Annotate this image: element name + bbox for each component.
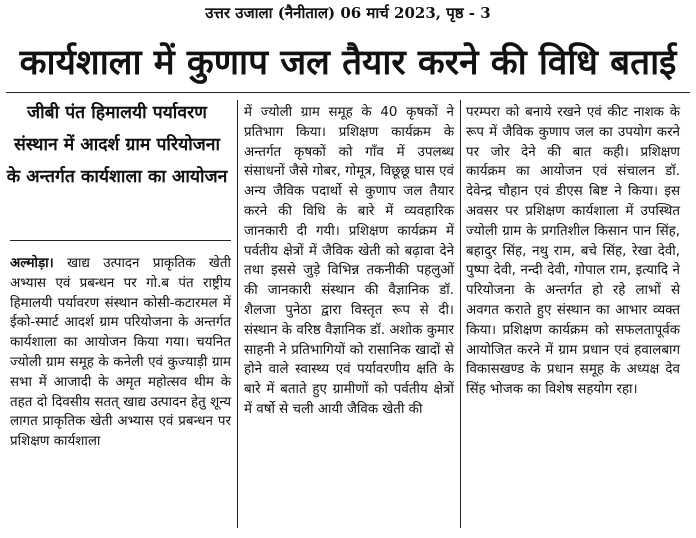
rule-top [6, 92, 690, 93]
subhead: जीबी पंत हिमालयी पर्यावरण संस्थान में आदर्श ग्राम परियोजना के अन्तर्गत कार्यशाला का आयोजन [6, 103, 228, 187]
masthead-paper: उत्तर उजाला (नैनीताल) [205, 4, 336, 22]
article-column-2 [244, 103, 454, 420]
dateline: अल्मोड़ा। [10, 256, 54, 271]
column-divider-2 [460, 100, 461, 528]
masthead [0, 2, 696, 24]
article-text-col1: खाद्य उत्पादन प्राकृतिक खेती अभ्यास एवं प्रबन्धन पर गो.ब पंत राष्ट्रीय हिमालयी पर्यावरण संस्थान कोसी-कटारमल में ईको-स्मार्ट आदर्श ग्राम परियोजना के अन्तर्गत कार्यशाला का आयोजन किया गया। चयनित ज्योली ग्राम समूह के कनेली एवं कुज्याड़ी ग्राम सभा में आजादी के अमृत महोत्सव थीम के तहत दो दिवसीय सतत् खाद्य उत्पादन हेतु शून्य लागत प्राकृतिक खेती अभ्यास एवं प्रबन्धन पर प्रशिक्षण कार्यशाला [10, 256, 231, 450]
headline: कार्यशाला में कुणाप जल तैयार करने की विधि बताई [19, 43, 677, 83]
article-text-col3: परम्परा को बनाये रखने एवं कीट नाशक के रूप में जैविक कुणाप जल का उपयोग करने पर जोर देने की बात कही। प्रशिक्षण कार्यक्रम का आयोजन एवं संचालन डॉ. देवेन्द्र चौहान एवं डीएस बिष्ट ने किया। इस अवसर पर प्रशिक्षण कार्यशाला में उपस्थित ज्योली ग्राम के प्रगतिशील किसान पान सिंह, बहादुर सिंह, नथु राम, बचे सिंह, रेखा देवी, पुष्पा देवी, नन्दी देवी, गोपाल राम, इत्यादि ने परियोजना के अन्तर्गत हो रहे लाभों से अवगत कराते हुए संस्थान का आभार व्यक्त किया। प्रशिक्षण कार्यक्रम को सफलतापूर्वक आयोजित करने में ग्राम प्रधान एवं हवालबाग विकासखण्ड के प्रधान समूह के अध्यक्ष देव सिंह भोजक का विशेष सहयोग रहा। [466, 105, 680, 398]
rule-subhead-bottom [10, 240, 231, 241]
masthead-page: पृष्ठ - 3 [446, 4, 491, 22]
masthead-date: 06 मार्च 2023, [340, 4, 441, 22]
article-column-3 [466, 103, 680, 400]
article-text-col2: में ज्योली ग्राम समूह के 40 कृषकों ने प्रतिभाग किया। प्रशिक्षण कार्यक्रम के अन्तर्गत कृषकों को गाँव में उपलब्ध संसाधनों जैसे गोबर, गोमूत्र, विछूछू घास एवं अन्य जैविक पदार्थो से कुणाप जल तैयार करने की विधि के बारे में व्यवहारिक जानकारी दी गयी। प्रशिक्षण कार्यक्रम में पर्वतीय क्षेत्रों में जैविक खेती को बढ़ावा देने तथा इससे जुड़े विभिन्न तकनीकी पहलुओं की जानकारी संस्थान की वैज्ञानिक डॉ. शैलजा पुनेठा द्वारा विस्तृत रूप से दी। संस्थान के वरिष्ठ वैज्ञानिक डॉ. अशोक कुमार साहनी ने प्रतिभागियों को रासानिक खादों से होने वाले स्वास्थ्य एवं पर्यावरणीय क्षति के बारे में बताते हुए ग्रामीणों को पर्वतीय क्षेत्रों में वर्षो से चली आयी जैविक खेती की [244, 105, 454, 417]
column-divider-1 [237, 100, 238, 528]
article-column-1 [10, 254, 231, 452]
